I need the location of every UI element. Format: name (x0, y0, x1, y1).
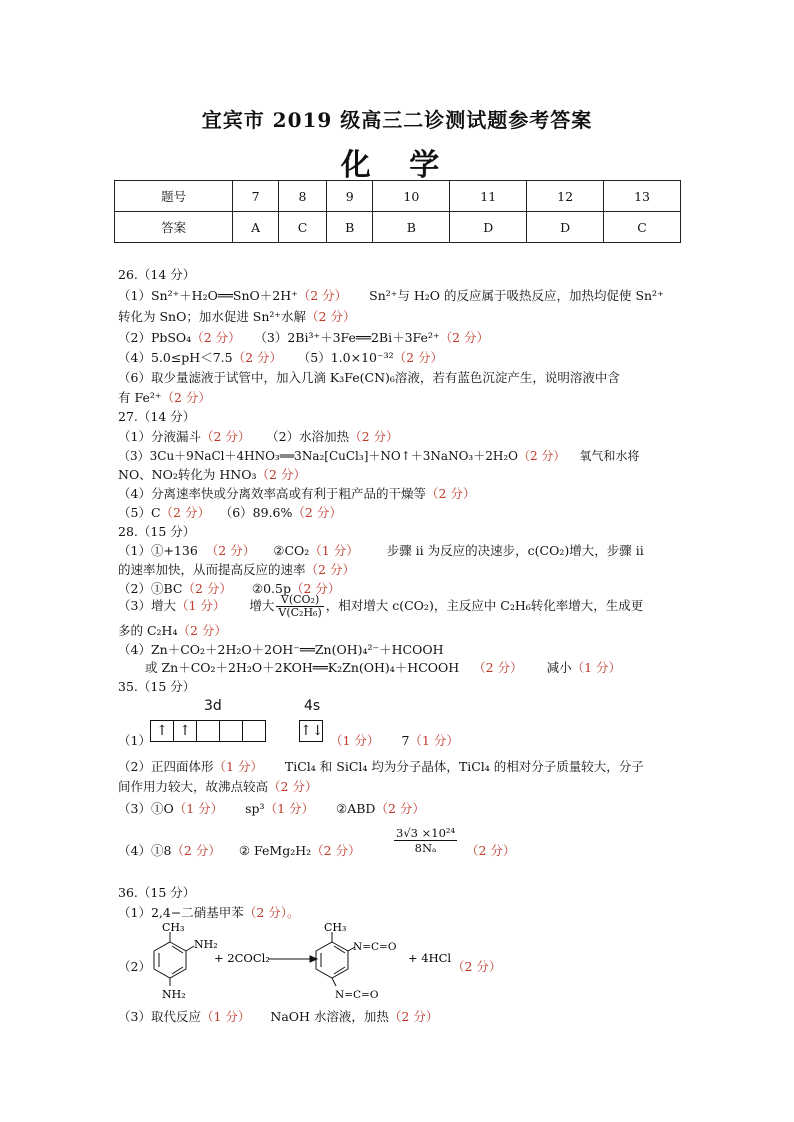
reaction-scheme (150, 920, 490, 1010)
q28-line-1 (118, 542, 644, 560)
orbital-box (197, 721, 220, 741)
score-mark: （2 分） (305, 562, 355, 577)
row-label: 答案 (115, 212, 233, 243)
q36-line-3 (118, 1008, 438, 1026)
q35-line-1 (330, 732, 459, 750)
q35-l1-text: 7 (401, 733, 410, 748)
answer-cell: C (278, 212, 326, 243)
score-mark: （1 分） (330, 733, 380, 748)
score-mark: （2 分） (177, 623, 227, 638)
q27-l2-text2: 氧气和水将 (579, 449, 640, 463)
score-mark: （2 分） (306, 309, 356, 324)
q26-l2-text: 转化为 SnO；加水促进 Sn²⁺水解 (118, 309, 307, 324)
score-mark: （2 分） (375, 801, 425, 816)
q35-heading: 35.（15 分） (118, 679, 196, 694)
orbital-4s-diagram (299, 720, 323, 742)
fraction-numerator: V(CO₂) (276, 594, 323, 607)
score-mark: （2 分） (161, 390, 211, 405)
orbital-box: ↑ (151, 721, 174, 741)
score-mark: （2 分） (517, 449, 566, 463)
q36-l3-text2: NaOH 水溶液，加热 (270, 1009, 389, 1024)
q28-l1-text: （1）①+136 (118, 543, 198, 558)
q28-l1-explain: 步骤 ii 为反应的决速步，c(CO₂)增大，步骤 ii (386, 543, 644, 558)
score-mark: （1 分） (264, 801, 315, 816)
q28-line-4 (118, 593, 643, 619)
q26-l3-text2: （3）2Bi³⁺＋3Fe══2Bi＋3Fe²⁺ (260, 330, 440, 345)
q36-line-2-score (452, 958, 501, 976)
q27-line-2 (118, 447, 639, 465)
q28-l4-text: （3）增大 (118, 598, 176, 613)
question-number: 12 (527, 181, 604, 212)
nco-label: N=C=O (353, 941, 397, 953)
q35-line-5 (118, 842, 361, 860)
ch3-label: CH₃ (162, 921, 185, 934)
q28-l3-text: （2）①BC (118, 581, 183, 596)
score-mark: （2 分） (452, 959, 502, 974)
q26-l1-text: （1）Sn²⁺＋H₂O══SnO＋2H⁺ (118, 288, 298, 303)
q36-l3-text: （3）取代反应 (118, 1009, 201, 1024)
score-mark: （2 分） (200, 429, 251, 444)
score-mark: （2 分） (290, 581, 341, 596)
q27-l5-text: （5）C (118, 505, 161, 520)
q27-line-3 (118, 466, 306, 484)
nh2-label: NH₂ (162, 988, 186, 1001)
orbital-3d-diagram (150, 720, 266, 742)
q36-line-2-prefix: （2） (118, 959, 151, 974)
q26-l1-explain: Sn²⁺与 H₂O 的反应属于吸热反应，加热均促使 Sn²⁺ (369, 288, 664, 303)
q26-line-3 (118, 329, 489, 347)
density-fraction (392, 826, 459, 855)
q35-l4-text2: sp³ (245, 801, 265, 816)
q35-l5-text2: ② FeMg₂H₂ (238, 843, 312, 858)
q26-line-6 (118, 389, 211, 407)
orbital-4s-label: 4s (304, 698, 321, 714)
page-title: 宜宾市 2019 级高三二诊测试题参考答案 (201, 108, 593, 132)
score-mark: （1 分） (200, 1009, 251, 1024)
orbital-3d-label: 3d (204, 698, 222, 714)
score-mark: （1 分） (309, 543, 359, 558)
density-fraction-body (394, 826, 457, 855)
score-mark: （2 分） (297, 288, 348, 303)
score-mark: （2 分） (393, 350, 444, 365)
score-mark: （2 分） (160, 505, 210, 520)
q26-l3-text: （2）PbSO₄ (118, 330, 192, 345)
nh2-label: NH₂ (194, 938, 218, 951)
question-number: 13 (604, 181, 681, 212)
q35-line-5-score (466, 842, 515, 860)
reactant-structure (154, 932, 194, 986)
score-mark: （2 分） (171, 843, 221, 858)
volume-ratio-fraction (276, 594, 323, 619)
question-number: 9 (327, 181, 373, 212)
orbital-box (220, 721, 243, 741)
q28-l2-text: 的速率加快，从而提高反应的速率 (118, 562, 306, 577)
q26-l4-text2: （5）1.0×10⁻³² (304, 350, 394, 365)
answer-cell: B (373, 212, 450, 243)
q27-line-5 (118, 504, 342, 522)
q26-line-4 (118, 349, 443, 367)
fraction-denominator: 8Nₐ (414, 841, 437, 855)
score-mark: （2 分） (311, 843, 361, 858)
q28-l4-explain: ，相对增大 c(CO₂)，主反应中 C₂H₆转化率增大，生成更 (325, 598, 644, 613)
answer-cell: A (233, 212, 279, 243)
subject-title: 化 学 (340, 148, 454, 183)
reaction-arrow (268, 956, 317, 962)
q26-line-5: （6）取少量滤液于试管中，加入几滴 K₃Fe(CN)₆溶液，若有蓝色沉淀产生，说明溶液中含 (118, 370, 620, 385)
answer-cell: B (327, 212, 373, 243)
q27-line-1 (118, 428, 399, 446)
q28-l1-text2: ②CO₂ (273, 543, 310, 558)
q35-l4-text: （3）①O (118, 801, 174, 816)
answer-cell: D (527, 212, 604, 243)
q36-heading: 36.（15 分） (118, 885, 196, 900)
answer-table (114, 180, 681, 243)
score-mark: （2 分） (268, 779, 318, 794)
q27-l4-text: （4）分离速率快或分离效率高或有利于粗产品的干燥等 (118, 486, 426, 501)
score-mark: （2 分） (205, 543, 256, 558)
q35-line-1-prefix: （1） (118, 733, 151, 748)
q28-l7-text2: 减小 (546, 660, 572, 675)
q28-line-6: （4）Zn＋CO₂＋2H₂O＋2OH⁻══Zn(OH)₄²⁻＋HCOOH (118, 642, 444, 657)
q35-l2-explain: TiCl₄ 和 SiCl₄ 均为分子晶体，TiCl₄ 的相对分子质量较大，分子 (284, 759, 644, 774)
score-mark: （2 分） (349, 429, 399, 444)
q35-l4-text3: ②ABD (336, 801, 376, 816)
score-mark: （2 分） (439, 330, 489, 345)
score-mark: （1 分） (571, 660, 622, 675)
q28-heading: 28.（15 分） (118, 524, 196, 539)
q35-line-4 (118, 800, 425, 818)
byproduct-label: + 4HCl (408, 951, 452, 965)
q35-l2-text: （2）正四面体形 (118, 759, 214, 774)
product-structure (316, 932, 355, 986)
score-mark: （1 分） (173, 801, 224, 816)
q28-l3-text2: ②0.5p (251, 581, 291, 596)
nco-label: N=C=O (335, 989, 379, 1001)
q26-line-2 (118, 308, 355, 326)
q28-line-7 (145, 659, 621, 677)
score-mark: （2 分） (256, 467, 306, 482)
question-number: 10 (373, 181, 450, 212)
q26-l6-text: 有 Fe²⁺ (118, 390, 162, 405)
q27-l5-text2: （6）89.6% (225, 505, 293, 520)
q27-l1-text2: （2）水浴加热 (272, 429, 350, 444)
q26-line-1 (118, 287, 664, 305)
score-mark: （1 分） (409, 733, 459, 748)
fraction-denominator: V(C₂H₆) (278, 606, 322, 619)
answer-cell: D (450, 212, 527, 243)
question-number: 11 (450, 181, 527, 212)
score-mark: （2 分） (473, 660, 523, 675)
q27-heading: 27.（14 分） (118, 409, 196, 424)
orbital-box: ↑↓ (300, 723, 324, 739)
q35-line-3 (118, 778, 317, 796)
score-mark: （2 分） (191, 330, 241, 345)
orbital-box (243, 721, 265, 741)
q28-l5-text: 多的 C₂H₄ (118, 623, 178, 638)
orbital-box: ↑ (174, 721, 197, 741)
score-mark: （2 分） (232, 350, 283, 365)
score-mark: （2 分） (425, 486, 476, 501)
question-number: 7 (233, 181, 279, 212)
score-mark: （2 分） (292, 505, 342, 520)
q27-l2-text: （3）3Cu＋9NaCl＋4HNO₃══3Na₂[CuCl₃]＋NO↑＋3NaNO₃＋2H₂O (118, 449, 518, 463)
q28-line-5 (118, 622, 227, 640)
reagent-label: + 2COCl₂ (214, 951, 270, 965)
q28-l7-text: 或 Zn＋CO₂＋2H₂O＋2KOH══K₂Zn(OH)₄＋HCOOH (145, 660, 460, 675)
q27-line-4 (118, 485, 475, 503)
table-row (115, 181, 681, 212)
fraction-numerator: 3√3 ×10²⁴ (396, 826, 456, 840)
score-mark: （1 分） (175, 598, 226, 613)
score-mark: （1 分） (213, 759, 263, 774)
row-label: 题号 (115, 181, 233, 212)
question-number: 8 (278, 181, 326, 212)
q27-l3-text: NO、NO₂转化为 HNO₃ (118, 467, 257, 482)
q35-l3-text: 间作用力较大，故沸点较高 (118, 779, 269, 794)
table-row (115, 212, 681, 243)
q28-line-2 (118, 561, 355, 579)
q35-l5-text: （4）①8 (118, 843, 172, 858)
q27-l1-text: （1）分液漏斗 (118, 429, 201, 444)
score-mark: （2 分）。 (243, 905, 300, 920)
q28-l4-text2: 增大 (249, 598, 275, 613)
ch3-label: CH₃ (324, 921, 347, 934)
score-mark: （2 分） (388, 1009, 439, 1024)
score-mark: （2 分） (182, 581, 232, 596)
q36-l1-text: （1）2,4−二硝基甲苯 (118, 905, 244, 920)
q35-line-2 (118, 758, 644, 776)
q26-l4-text: （4）5.0≤pH＜7.5 (118, 350, 233, 365)
q26-heading: 26.（14 分） (118, 267, 196, 282)
score-mark: （2 分） (466, 843, 516, 858)
answer-cell: C (604, 212, 681, 243)
